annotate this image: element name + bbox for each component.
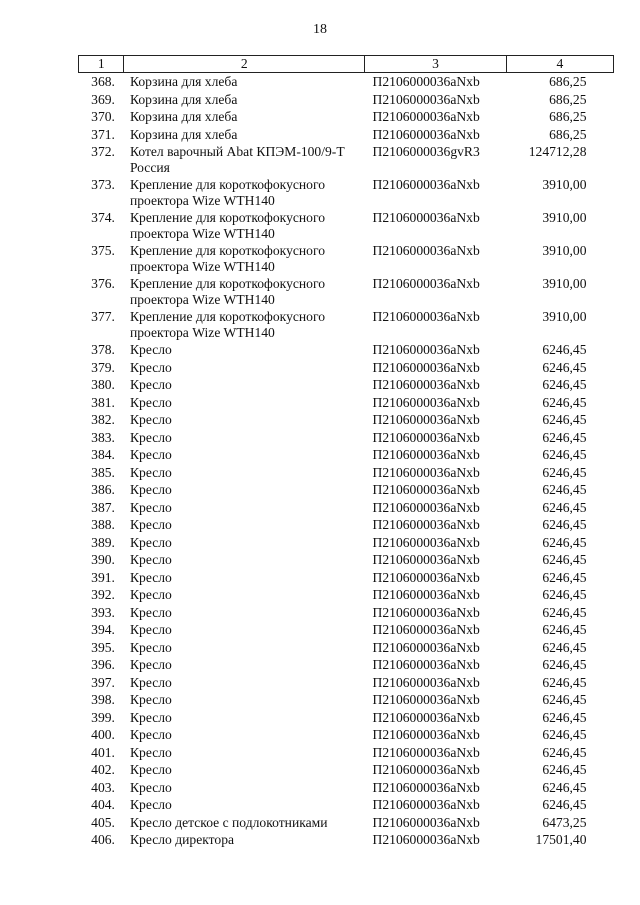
item-code: П2106000036aNxb xyxy=(372,342,480,357)
row-number: 374. xyxy=(91,210,115,225)
item-price: 6246,45 xyxy=(542,692,587,707)
item-name: Крепление для короткофокусного проектора Wize WTH140 xyxy=(129,177,326,208)
item-name: Кресло xyxy=(129,709,172,725)
table-row xyxy=(79,359,614,377)
item-code: П2106000036aNxb xyxy=(372,727,480,742)
item-code: П2106000036aNxb xyxy=(372,377,480,392)
item-price: 3910,00 xyxy=(542,309,587,324)
item-price: 3910,00 xyxy=(542,210,587,225)
table-row xyxy=(79,551,614,569)
table-row xyxy=(79,639,614,657)
table-row xyxy=(79,814,614,832)
item-price: 6246,45 xyxy=(542,622,587,637)
item-code: П2106000036aNxb xyxy=(372,177,480,192)
item-name: Кресло xyxy=(129,447,172,462)
item-name: Кресло xyxy=(129,762,172,777)
table-row xyxy=(79,709,614,727)
row-number: 397. xyxy=(91,674,115,690)
item-code: П2106000036aNxb xyxy=(372,832,480,847)
item-price: 6246,45 xyxy=(542,499,587,515)
item-name: Крепление для короткофокусного проектора Wize WTH140 xyxy=(129,309,326,340)
column-header: 3 xyxy=(365,56,507,73)
row-number: 389. xyxy=(91,534,115,550)
item-code: П2106000036aNxb xyxy=(372,709,480,725)
item-price: 6246,45 xyxy=(542,587,587,602)
row-number: 382. xyxy=(91,412,115,427)
row-number: 402. xyxy=(91,762,115,777)
row-number: 372. xyxy=(91,144,115,159)
item-price: 6246,45 xyxy=(542,517,587,532)
item-name: Крепление для короткофокусного проектора Wize WTH140 xyxy=(129,210,326,241)
item-code: П2106000036aNxb xyxy=(372,779,480,795)
item-name: Кресло xyxy=(129,797,172,812)
item-price: 6246,45 xyxy=(542,657,587,672)
table-row xyxy=(79,779,614,797)
item-code: П2106000036aNxb xyxy=(372,639,480,655)
item-name: Кресло xyxy=(129,429,172,445)
item-name: Кресло xyxy=(129,394,172,410)
row-number: 392. xyxy=(91,587,115,602)
row-number: 384. xyxy=(91,447,115,462)
item-price: 6246,45 xyxy=(542,359,587,375)
row-number: 383. xyxy=(91,429,115,445)
item-code: П2106000036aNxb xyxy=(372,429,480,445)
column-header: 1 xyxy=(79,56,124,73)
table-row xyxy=(79,586,614,604)
table-row xyxy=(79,91,614,109)
table-row xyxy=(79,73,614,91)
item-name: Кресло xyxy=(129,377,172,392)
item-name: Кресло xyxy=(129,464,172,480)
table-row xyxy=(79,376,614,394)
table-row xyxy=(79,242,614,275)
item-price: 6246,45 xyxy=(542,797,587,812)
item-price: 6246,45 xyxy=(542,342,587,357)
item-code: П2106000036aNxb xyxy=(372,126,480,142)
item-name: Кресло xyxy=(129,604,172,620)
table-row xyxy=(79,394,614,412)
item-price: 6473,25 xyxy=(542,814,587,830)
table-row xyxy=(79,209,614,242)
item-name: Котел варочный Abat КПЭМ-100/9-Т Россия xyxy=(129,144,345,175)
item-price: 6246,45 xyxy=(542,447,587,462)
row-number: 386. xyxy=(91,482,115,497)
table-row xyxy=(79,429,614,447)
table-row xyxy=(79,534,614,552)
table-row xyxy=(79,761,614,779)
item-code: П2106000036aNxb xyxy=(372,447,480,462)
table-row xyxy=(79,499,614,517)
item-name: Кресло xyxy=(129,639,172,655)
item-code: П2106000036aNxb xyxy=(372,109,480,124)
row-number: 378. xyxy=(91,342,115,357)
row-number: 387. xyxy=(91,499,115,515)
header-row xyxy=(79,56,614,73)
table-row xyxy=(79,831,614,849)
row-number: 390. xyxy=(91,552,115,567)
item-name: Корзина для хлеба xyxy=(129,74,238,89)
item-price: 6246,45 xyxy=(542,762,587,777)
item-name: Кресло xyxy=(129,412,172,427)
item-name: Кресло xyxy=(129,534,172,550)
item-name: Крепление для короткофокусного проектора Wize WTH140 xyxy=(129,243,326,274)
row-number: 399. xyxy=(91,709,115,725)
row-number: 395. xyxy=(91,639,115,655)
row-number: 380. xyxy=(91,377,115,392)
item-code: П2106000036aNxb xyxy=(372,657,480,672)
item-name: Корзина для хлеба xyxy=(129,91,238,107)
item-code: П2106000036aNxb xyxy=(372,359,480,375)
item-name: Кресло xyxy=(129,359,172,375)
row-number: 406. xyxy=(91,832,115,847)
item-name: Кресло xyxy=(129,499,172,515)
item-price: 6246,45 xyxy=(542,744,587,760)
item-name: Кресло xyxy=(129,517,172,532)
item-code: П2106000036aNxb xyxy=(372,762,480,777)
page-number: 18 xyxy=(313,22,327,37)
row-number: 394. xyxy=(91,622,115,637)
item-price: 6246,45 xyxy=(542,464,587,480)
column-header: 2 xyxy=(124,56,365,73)
item-price: 6246,45 xyxy=(542,674,587,690)
item-price: 3910,00 xyxy=(542,243,587,258)
row-number: 385. xyxy=(91,464,115,480)
table-row xyxy=(79,108,614,126)
table-row xyxy=(79,604,614,622)
item-code: П2106000036aNxb xyxy=(372,394,480,410)
item-code: П2106000036aNxb xyxy=(372,797,480,812)
item-price: 3910,00 xyxy=(542,177,587,192)
item-code: П2106000036aNxb xyxy=(372,243,480,258)
row-number: 375. xyxy=(91,243,115,258)
row-number: 400. xyxy=(91,727,115,742)
table-row xyxy=(79,481,614,499)
row-number: 401. xyxy=(91,744,115,760)
row-number: 376. xyxy=(91,276,115,291)
table-row xyxy=(79,796,614,814)
item-price: 6246,45 xyxy=(542,727,587,742)
table-header xyxy=(79,56,614,73)
table-row xyxy=(79,143,614,176)
item-price: 6246,45 xyxy=(542,779,587,795)
item-name: Кресло xyxy=(129,587,172,602)
table-row xyxy=(79,674,614,692)
item-name: Кресло xyxy=(129,727,172,742)
table-row xyxy=(79,446,614,464)
row-number: 368. xyxy=(91,74,115,89)
column-header: 4 xyxy=(506,56,613,73)
item-name: Кресло xyxy=(129,692,172,707)
item-price: 6246,45 xyxy=(542,534,587,550)
row-number: 373. xyxy=(91,177,115,192)
item-code: П2106000036aNxb xyxy=(372,464,480,480)
item-code: П2106000036aNxb xyxy=(372,412,480,427)
item-code: П2106000036aNxb xyxy=(372,482,480,497)
item-price: 6246,45 xyxy=(542,639,587,655)
item-name: Кресло xyxy=(129,674,172,690)
row-number: 398. xyxy=(91,692,115,707)
table-row xyxy=(79,691,614,709)
row-number: 404. xyxy=(91,797,115,812)
item-name: Кресло детское с подлокотниками xyxy=(129,814,328,830)
item-code: П2106000036aNxb xyxy=(372,814,480,830)
item-code: П2106000036aNxb xyxy=(372,91,480,107)
item-name: Кресло xyxy=(129,342,172,357)
item-name: Кресло xyxy=(129,482,172,497)
item-code: П2106000036aNxb xyxy=(372,587,480,602)
item-code: П2106000036aNxb xyxy=(372,552,480,567)
item-code: П2106000036gvR3 xyxy=(372,144,480,159)
item-code: П2106000036aNxb xyxy=(372,692,480,707)
table-row xyxy=(79,656,614,674)
row-number: 379. xyxy=(91,359,115,375)
row-number: 370. xyxy=(91,109,115,124)
item-code: П2106000036aNxb xyxy=(372,210,480,225)
table-row xyxy=(79,744,614,762)
item-code: П2106000036aNxb xyxy=(372,74,480,89)
item-price: 6246,45 xyxy=(542,604,587,620)
item-code: П2106000036aNxb xyxy=(372,309,480,324)
item-price: 6246,45 xyxy=(542,569,587,585)
table-row xyxy=(79,411,614,429)
item-name: Корзина для хлеба xyxy=(129,126,238,142)
table-body xyxy=(79,73,614,849)
item-code: П2106000036aNxb xyxy=(372,276,480,291)
item-code: П2106000036aNxb xyxy=(372,604,480,620)
item-code: П2106000036aNxb xyxy=(372,499,480,515)
item-price: 6246,45 xyxy=(542,552,587,567)
table-row xyxy=(79,516,614,534)
table-row xyxy=(79,569,614,587)
table-row xyxy=(79,126,614,144)
item-price: 6246,45 xyxy=(542,394,587,410)
row-number: 377. xyxy=(91,309,115,324)
table-row xyxy=(79,275,614,308)
item-code: П2106000036aNxb xyxy=(372,517,480,532)
item-name: Кресло xyxy=(129,622,172,637)
row-number: 371. xyxy=(91,126,115,142)
item-price: 6246,45 xyxy=(542,429,587,445)
item-name: Крепление для короткофокусного проектора Wize WTH140 xyxy=(129,276,326,307)
row-number: 393. xyxy=(91,604,115,620)
row-number: 381. xyxy=(91,394,115,410)
item-price: 6246,45 xyxy=(542,482,587,497)
row-number: 403. xyxy=(91,779,115,795)
item-price: 686,25 xyxy=(549,109,587,124)
table-row xyxy=(79,341,614,359)
row-number: 391. xyxy=(91,569,115,585)
item-code: П2106000036aNxb xyxy=(372,534,480,550)
item-price: 124712,28 xyxy=(528,144,587,159)
inventory-table xyxy=(78,55,614,849)
table-row xyxy=(79,464,614,482)
table-row xyxy=(79,308,614,341)
row-number: 396. xyxy=(91,657,115,672)
table-row xyxy=(79,176,614,209)
table-row xyxy=(79,621,614,639)
row-number: 369. xyxy=(91,91,115,107)
item-name: Корзина для хлеба xyxy=(129,109,238,124)
item-code: П2106000036aNxb xyxy=(372,744,480,760)
item-price: 686,25 xyxy=(549,126,587,142)
item-price: 6246,45 xyxy=(542,377,587,392)
item-name: Кресло xyxy=(129,552,172,567)
table-row xyxy=(79,726,614,744)
item-price: 686,25 xyxy=(549,91,587,107)
item-code: П2106000036aNxb xyxy=(372,569,480,585)
item-price: 3910,00 xyxy=(542,276,587,291)
item-price: 17501,40 xyxy=(535,832,587,847)
item-name: Кресло xyxy=(129,744,172,760)
item-price: 6246,45 xyxy=(542,412,587,427)
item-price: 6246,45 xyxy=(542,709,587,725)
item-name: Кресло xyxy=(129,657,172,672)
row-number: 388. xyxy=(91,517,115,532)
item-name: Кресло xyxy=(129,779,172,795)
row-number: 405. xyxy=(91,814,115,830)
item-name: Кресло директора xyxy=(129,832,235,847)
item-price: 686,25 xyxy=(549,74,587,89)
item-code: П2106000036aNxb xyxy=(372,622,480,637)
item-name: Кресло xyxy=(129,569,172,585)
item-code: П2106000036aNxb xyxy=(372,674,480,690)
